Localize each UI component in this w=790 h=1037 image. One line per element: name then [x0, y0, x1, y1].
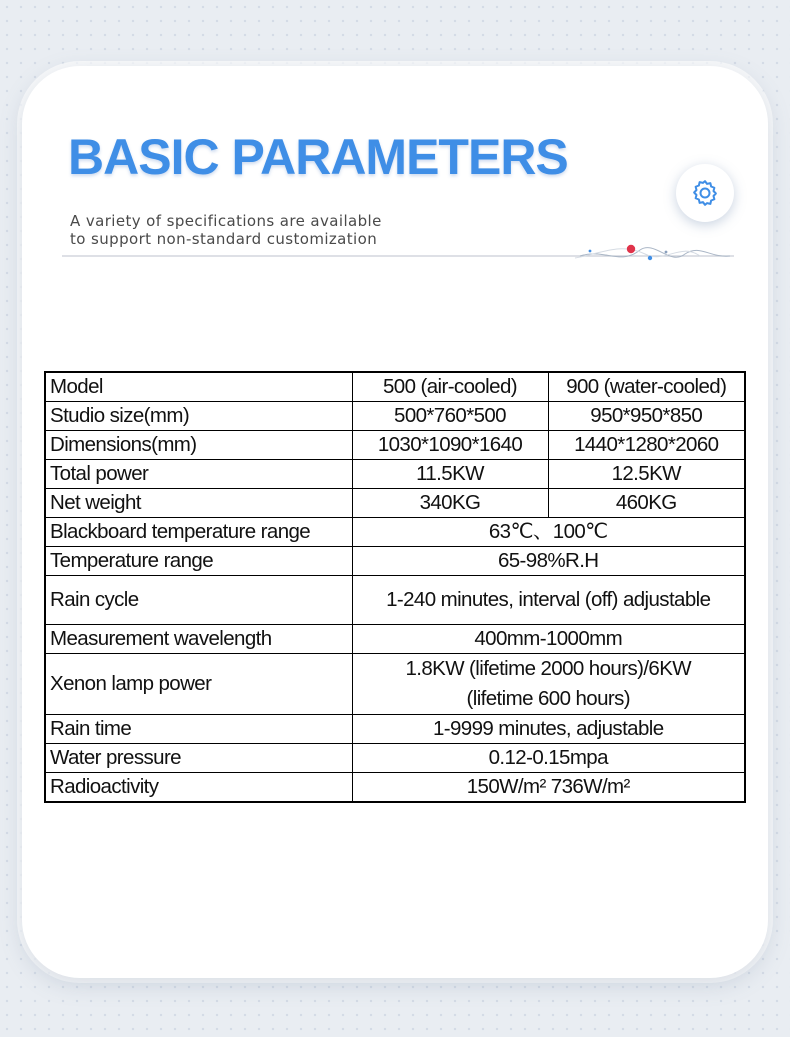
table-row: [45, 547, 745, 576]
gear-badge: [676, 164, 734, 222]
header-cell-model: Model: [45, 372, 352, 402]
row-label: Net weight: [45, 489, 352, 518]
row-value: 150W/m² 736W/m²: [352, 773, 745, 803]
row-value-line-1: 1.8KW (lifetime 2000 hours)/6KW: [405, 657, 692, 680]
row-label: Temperature range: [45, 547, 352, 576]
row-label: Blackboard temperature range: [45, 518, 352, 547]
row-value: [352, 654, 745, 715]
row-value: 0.12-0.15mpa: [352, 744, 745, 773]
row-value-500: 1030*1090*1640: [352, 431, 548, 460]
row-label: Dimensions(mm): [45, 431, 352, 460]
table-header-row: [45, 372, 745, 402]
row-value: 65-98%R.H: [352, 547, 745, 576]
table-row: [45, 715, 745, 744]
table-row: [45, 576, 745, 625]
table-row: [45, 489, 745, 518]
red-dot: [627, 245, 635, 253]
row-value-500: 500*760*500: [352, 402, 548, 431]
row-value-900: 950*950*850: [548, 402, 745, 431]
table-row: [45, 654, 745, 715]
row-value: 1-9999 minutes, adjustable: [352, 715, 745, 744]
row-label: Total power: [45, 460, 352, 489]
page-title: BASIC PARAMETERS: [68, 129, 568, 185]
table-row: [45, 431, 745, 460]
table-row: [45, 744, 745, 773]
row-label: Studio size(mm): [45, 402, 352, 431]
row-value: 400mm-1000mm: [352, 625, 745, 654]
table-row: [45, 402, 745, 431]
table-row: [45, 625, 745, 654]
row-value-900: 460KG: [548, 489, 745, 518]
table-row: [45, 773, 745, 803]
row-value: 63℃、100℃: [352, 518, 745, 547]
parameters-table: [44, 371, 746, 803]
subtitle-line-1: A variety of specifications are available: [70, 212, 382, 230]
header-cell-500: 500 (air-cooled): [352, 372, 548, 402]
row-label: Rain cycle: [45, 576, 352, 625]
row-label: Measurement wavelength: [45, 625, 352, 654]
header-cell-900: 900 (water-cooled): [548, 372, 745, 402]
row-value-500: 340KG: [352, 489, 548, 518]
table-row: [45, 460, 745, 489]
gear-icon: [690, 178, 720, 208]
row-label: Water pressure: [45, 744, 352, 773]
row-value-line-2: (lifetime 600 hours): [466, 687, 630, 710]
subtitle-line-2: to support non-standard customization: [70, 230, 378, 248]
row-label: Xenon lamp power: [45, 654, 352, 715]
row-label: Radioactivity: [45, 773, 352, 803]
row-value-900: 1440*1280*2060: [548, 431, 745, 460]
row-value-900: 12.5KW: [548, 460, 745, 489]
table-row: [45, 518, 745, 547]
row-label: Rain time: [45, 715, 352, 744]
row-value: 1-240 minutes, interval (off) adjustable: [352, 576, 745, 625]
decorative-divider: [60, 236, 736, 270]
row-value-500: 11.5KW: [352, 460, 548, 489]
